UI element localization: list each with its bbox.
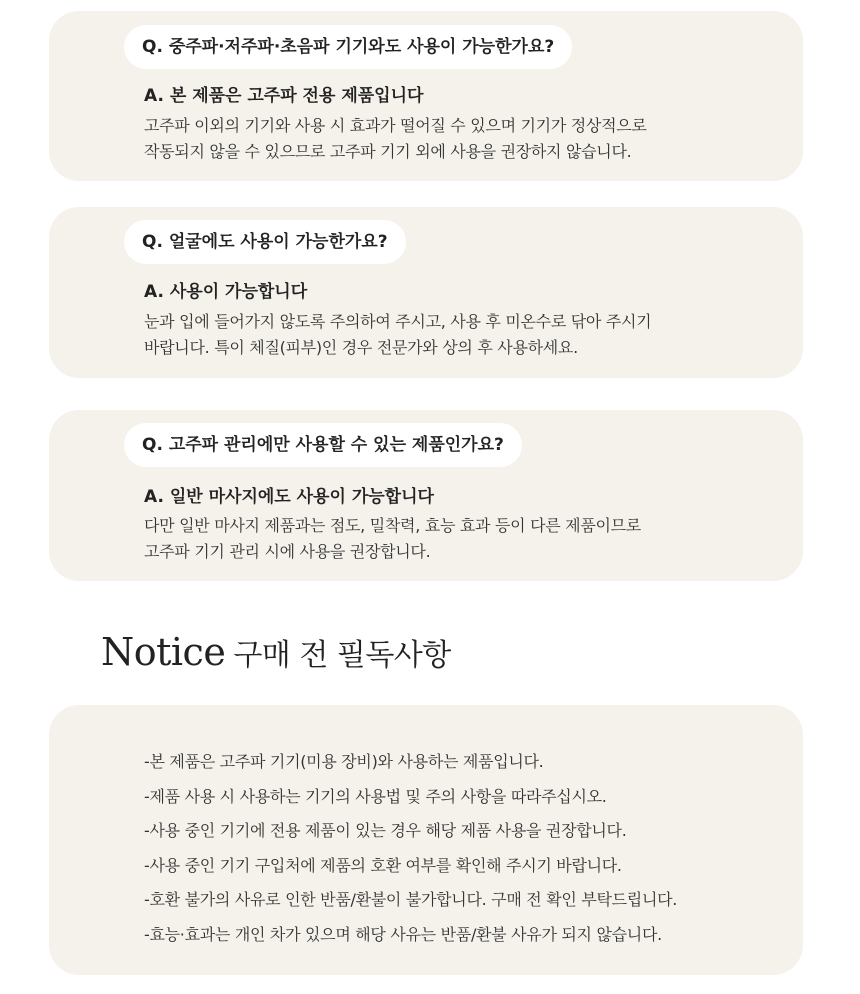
faq-answer-title-1: A. 본 제품은 고주파 전용 제품입니다	[144, 86, 424, 106]
faq-answer-title-3: A. 일반 마사지에도 사용이 가능합니다	[144, 487, 434, 507]
faq-answer-line: 다만 일반 마사지 제품과는 점도, 밀착력, 효능 효과 등이 다른 제품이므로	[144, 516, 641, 535]
faq-question-3: Q. 고주파 관리에만 사용할 수 있는 제품인가요?	[124, 423, 522, 467]
notice-item: -효능·효과는 개인 차가 있으며 해당 사유는 반품/환불 사유가 되지 않습니다.	[144, 924, 662, 944]
notice-heading-ko: 구매 전 필독사항	[233, 638, 451, 673]
notice-heading	[101, 630, 451, 674]
notice-heading-en: Notice	[101, 630, 226, 674]
faq-answer-body-1	[144, 113, 647, 165]
faq-card-1	[49, 11, 803, 181]
faq-answer-line: 고주파 이외의 기기와 사용 시 효과가 떨어질 수 있으며 기기가 정상적으로	[144, 116, 647, 135]
faq-answer-line: 바랍니다. 특이 체질(피부)인 경우 전문가와 상의 후 사용하세요.	[144, 338, 578, 357]
notice-item: -호환 불가의 사유로 인한 반품/환불이 불가합니다. 구매 전 확인 부탁드립니다.	[144, 890, 678, 909]
notice-item: -사용 중인 기기에 전용 제품이 있는 경우 해당 제품 사용을 권장합니다.	[144, 821, 627, 840]
faq-question-1: Q. 중주파·저주파·초음파 기기와도 사용이 가능한가요?	[124, 25, 572, 69]
faq-card-3	[49, 410, 803, 581]
faq-question-2: Q. 얼굴에도 사용이 가능한가요?	[124, 220, 406, 264]
faq-card-2	[49, 207, 803, 378]
faq-answer-line: 작동되지 않을 수 있으므로 고주파 기기 외에 사용을 권장하지 않습니다.	[144, 142, 632, 161]
faq-answer-line: 고주파 기기 관리 시에 사용을 권장합니다.	[144, 542, 431, 561]
notice-item: -사용 중인 기기 구입처에 제품의 호환 여부를 확인해 주시기 바랍니다.	[144, 855, 622, 875]
notice-card	[49, 705, 803, 975]
faq-answer-line: 눈과 입에 들어가지 않도록 주의하여 주시고, 사용 후 미온수로 닦아 주시기	[144, 312, 652, 331]
notice-item: -제품 사용 시 사용하는 기기의 사용법 및 주의 사항을 따라주십시오.	[144, 786, 607, 806]
notice-item: -본 제품은 고주파 기기(미용 장비)와 사용하는 제품입니다.	[144, 752, 544, 771]
faq-answer-body-2	[144, 309, 651, 361]
notice-list	[144, 745, 677, 952]
faq-answer-body-3	[144, 513, 641, 565]
faq-answer-title-2: A. 사용이 가능합니다	[144, 282, 308, 302]
